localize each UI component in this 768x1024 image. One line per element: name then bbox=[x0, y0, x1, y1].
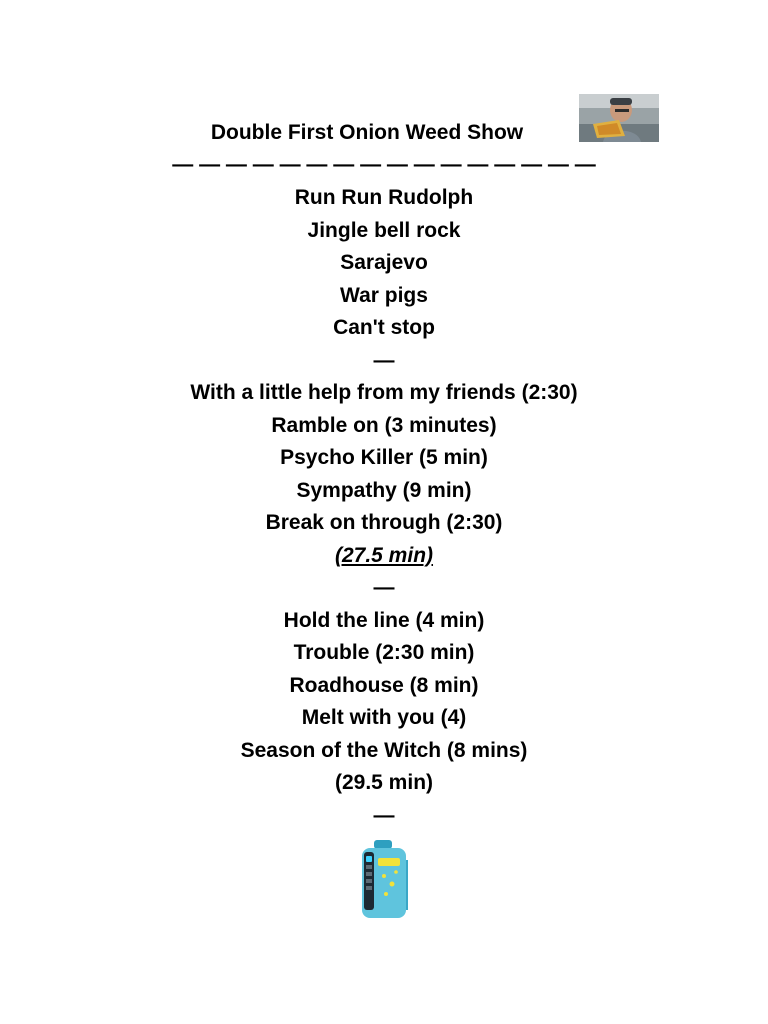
setlist-line: Can't stop bbox=[333, 316, 435, 339]
setlist-line: Season of the Witch (8 mins) bbox=[240, 738, 528, 762]
setlist bbox=[0, 182, 768, 832]
setlist-line: Psycho Killer (5 min) bbox=[280, 446, 488, 469]
dash-divider: — — — — — — — — — — — — — — — — bbox=[172, 153, 596, 176]
setlist-line: — bbox=[373, 576, 395, 599]
setlist-line: Jingle bell rock bbox=[307, 218, 461, 242]
setlist-line: Roadhouse (8 min) bbox=[289, 673, 479, 697]
setlist-line: — bbox=[373, 348, 395, 372]
setlist-line: — bbox=[373, 803, 395, 827]
setlist-line: (27.5 min) bbox=[334, 543, 434, 567]
setlist-line: (29.5 min) bbox=[334, 771, 434, 794]
setlist-line: Melt with you (4) bbox=[301, 706, 467, 729]
setlist-line: Ramble on (3 minutes) bbox=[271, 413, 497, 437]
page-title: Double First Onion Weed Show bbox=[210, 121, 524, 144]
setlist-line: With a little help from my friends (2:30) bbox=[190, 381, 578, 404]
setlist-line: Sarajevo bbox=[340, 251, 428, 274]
vape-image bbox=[344, 838, 424, 920]
setlist-line: War pigs bbox=[340, 283, 428, 307]
setlist-line: Run Run Rudolph bbox=[294, 186, 474, 209]
setlist-line: Sympathy (9 min) bbox=[296, 478, 472, 502]
setlist-line: Trouble (2:30 min) bbox=[293, 641, 475, 664]
photo-image bbox=[579, 94, 659, 142]
setlist-line: Break on through (2:30) bbox=[265, 511, 503, 534]
setlist-line: Hold the line (4 min) bbox=[283, 608, 485, 632]
